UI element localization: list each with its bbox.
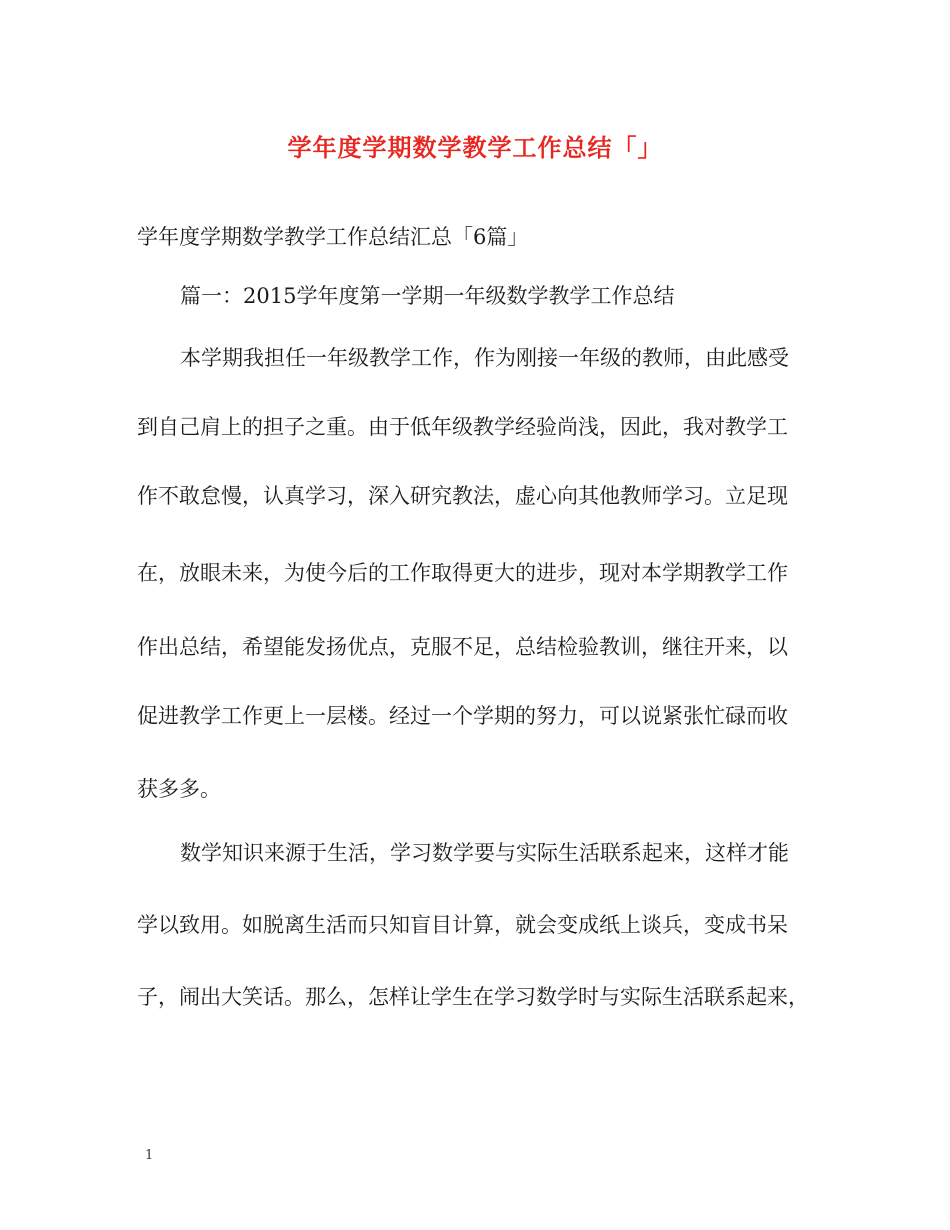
paragraph-2-line-2: 学以致用。如脱离生活而只知盲目计算，就会变成纸上谈兵，变成书呆 bbox=[137, 913, 788, 937]
paragraph-1-line-6: 促进教学工作更上一层楼。经过一个学期的努力，可以说紧张忙碌而收 bbox=[137, 704, 788, 728]
paragraph-1-line-3: 作不敢怠慢，认真学习，深入研究教法，虚心向其他教师学习。立足现 bbox=[137, 484, 788, 508]
document-subtitle: 学年度学期数学教学工作总结汇总「6篇」 bbox=[137, 225, 529, 249]
section-heading: 篇一：2015学年度第一学期一年级数学教学工作总结 bbox=[180, 284, 675, 308]
page-number: 1 bbox=[145, 1148, 154, 1163]
paragraph-1-line-7: 获多多。 bbox=[137, 777, 221, 801]
paragraph-2-line-3: 子，闹出大笑话。那么，怎样让学生在学习数学时与实际生活联系起来， bbox=[137, 985, 809, 1009]
paragraph-1-line-1: 本学期我担任一年级教学工作，作为刚接一年级的教师，由此感受 bbox=[180, 346, 789, 370]
paragraph-1-line-2: 到自己肩上的担子之重。由于低年级教学经验尚浅，因此，我对教学工 bbox=[137, 415, 788, 439]
paragraph-2-line-1: 数学知识来源于生活，学习数学要与实际生活联系起来，这样才能 bbox=[180, 841, 789, 865]
paragraph-1-line-5: 作出总结，希望能发扬优点，克服不足，总结检验教训，继往开来，以 bbox=[137, 635, 788, 659]
document-title: 学年度学期数学教学工作总结「」 bbox=[287, 133, 663, 162]
paragraph-1-line-4: 在，放眼未来，为使今后的工作取得更大的进步，现对本学期教学工作 bbox=[137, 561, 788, 585]
